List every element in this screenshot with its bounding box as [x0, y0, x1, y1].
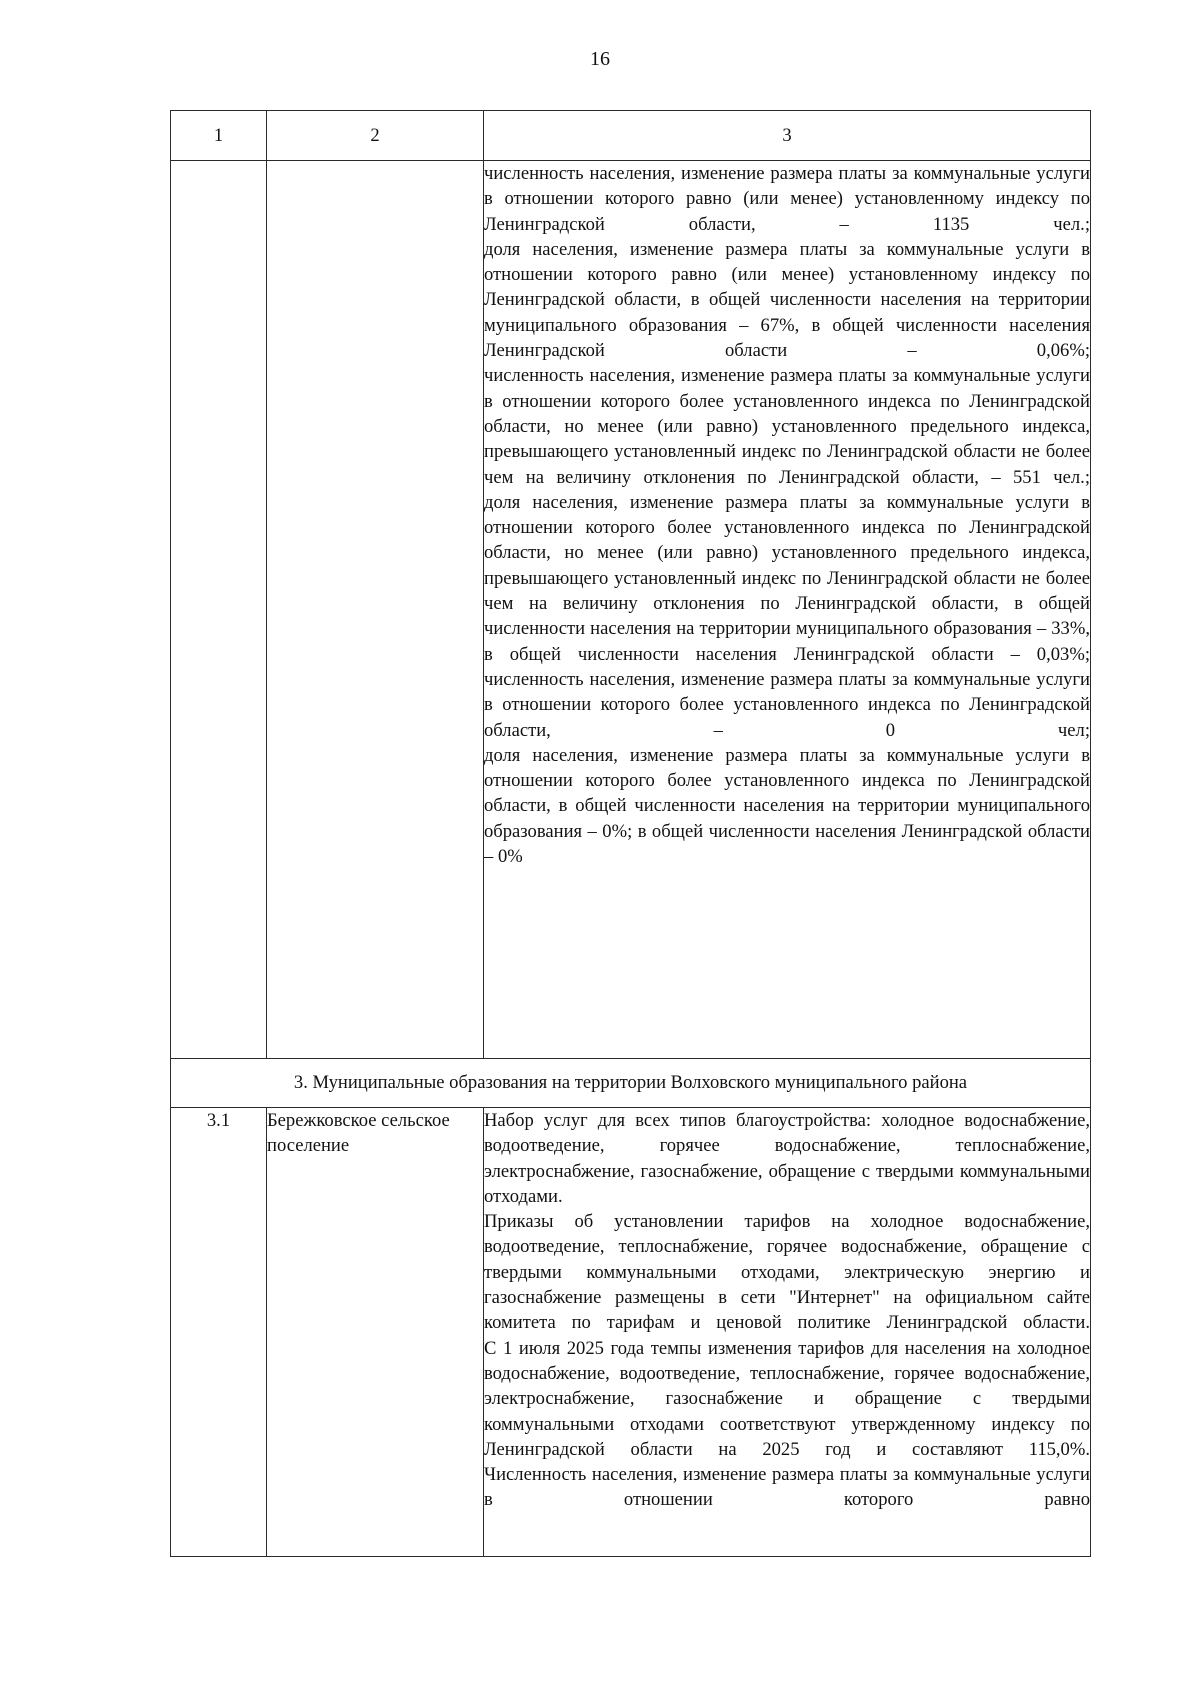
- paragraph: доля населения, изменение размера платы за коммунальные услуги в отношении которого более установленного индекса по Ленинградской области, но менее (или равно) установленного предельного индекса, превышающего установленный индекс по Ленинградской области не более чем на величину отклонения по Ленинградской области, в общей численности населения на территории муниципального образования – 33%, в общей численности населения Ленинградской области – 0,03%;: [484, 491, 1090, 665]
- row-description-cell: [484, 161, 1091, 1059]
- description-text: [484, 1108, 1090, 1513]
- paragraph: С 1 июля 2025 года темпы изменения тарифов для населения на холодное водоснабжение, водоотведение, теплоснабжение, горячее водоснабжение, электроснабжение, газоснабжение и обращение с твердыми коммунальными отходами соответствуют утвержденному индексу по Ленинградской области на 2025 год и составляют 115,0%.: [484, 1337, 1090, 1460]
- row-number-cell: [171, 161, 267, 1059]
- paragraph: численность населения, изменение размера платы за коммунальные услуги в отношении которого более установленного индекса по Ленинградской области, – 0 чел;: [484, 668, 1090, 741]
- paragraph: доля населения, изменение размера платы за коммунальные услуги в отношении которого равно (или менее) установленному индексу по Ленинградской области, в общей численности населения на территории муниципального образования – 67%, в общей численности населения Ленинградской области – 0,06%;: [484, 238, 1090, 362]
- row-name-cell: [267, 161, 484, 1059]
- header-cell-1: 1: [171, 111, 267, 161]
- row-description-cell: [484, 1108, 1091, 1557]
- content-table: [170, 110, 1091, 1557]
- table-row-continued: [171, 161, 1091, 1059]
- paragraph: численность населения, изменение размера платы за коммунальные услуги в отношении которого более установленного индекса по Ленинградской области, но менее (или равно) установленного предельного индекса, превышающего установленный индекс по Ленинградской области не более чем на величину отклонения по Ленинградской области, – 551 чел.;: [484, 365, 1090, 488]
- paragraph: Численность населения, изменение размера платы за коммунальные услуги в отношении которого равно: [484, 1464, 1090, 1511]
- paragraph: Набор услуг для всех типов благоустройства: холодное водоснабжение, водоотведение, горячее водоснабжение, теплоснабжение, электроснабжение, газоснабжение, обращение с твердыми коммунальными отходами.: [484, 1110, 1090, 1207]
- table-row-3-1: [171, 1108, 1091, 1557]
- header-cell-2: 2: [267, 111, 484, 161]
- paragraph: Приказы об установлении тарифов на холодное водоснабжение, водоотведение, теплоснабжение, горячее водоснабжение, обращение с твердыми коммунальными отходами, электрическую энергию и газоснабжение размещены в сети "Интернет" на официальном сайте комитета по тарифам и ценовой политике Ленинградской области.: [484, 1211, 1090, 1334]
- paragraph: численность населения, изменение размера платы за коммунальные услуги в отношении которого равно (или менее) установленному индексу по Ленинградской области, – 1135 чел.;: [484, 163, 1090, 235]
- table-header-row: [171, 111, 1091, 161]
- row-name-cell: Бережковское сельское поселение: [267, 1108, 484, 1557]
- page-number: 16: [590, 48, 610, 70]
- section-title: 3. Муниципальные образования на территории Волховского муниципального района: [171, 1059, 1091, 1108]
- paragraph: доля населения, изменение размера платы за коммунальные услуги в отношении которого более установленного индекса по Ленинградской области, в общей численности населения на территории муниципального образования – 0%; в общей численности населения Ленинградской области – 0%: [484, 744, 1090, 868]
- row-number-cell: 3.1: [171, 1108, 267, 1557]
- section-heading-row: [171, 1059, 1091, 1108]
- header-cell-3: 3: [484, 111, 1091, 161]
